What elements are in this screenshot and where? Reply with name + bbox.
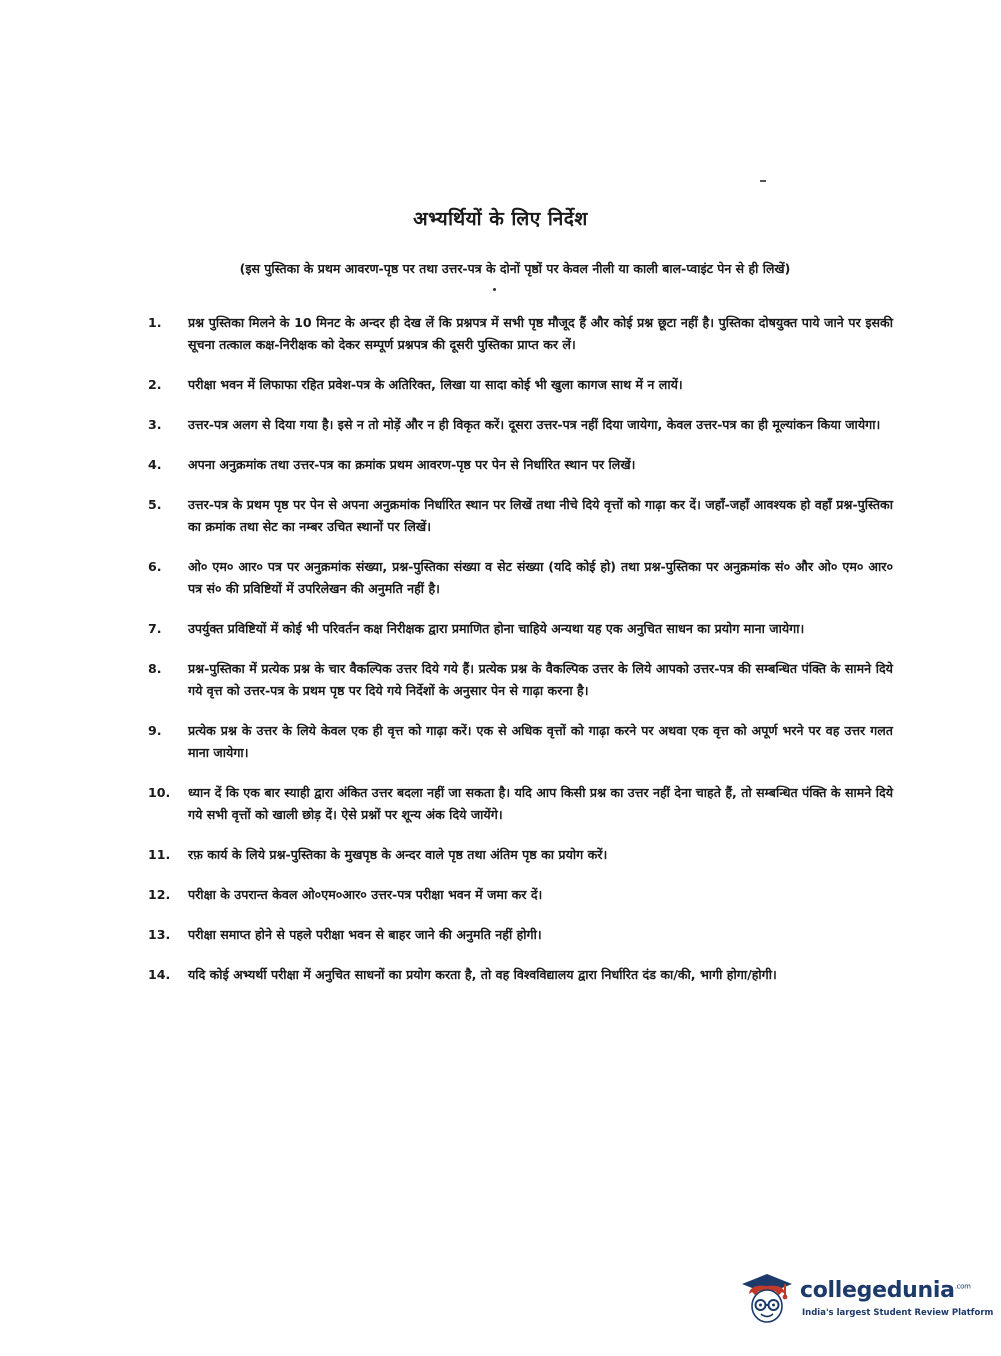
- instruction-item: [148, 924, 893, 946]
- instruction-text: प्रत्येक प्रश्न के उत्तर के लिये केवल एक ही वृत्त को गाढ़ा करें। एक से अधिक वृत्तों को गाढ़ा करने पर अथवा एक वृत्त को अपूर्ण भरने पर वह उत्तर गलत माना जायेगा।: [188, 723, 893, 760]
- instruction-number: 7.: [148, 621, 162, 636]
- instruction-number: 1.: [148, 315, 162, 330]
- instruction-number: 12.: [148, 887, 171, 902]
- page-title: अभ्यर्थियों के लिए निर्देश: [413, 208, 588, 230]
- instruction-item: [148, 414, 893, 436]
- instruction-text: यदि कोई अभ्यर्थी परीक्षा में अनुचित साधनों का प्रयोग करता है, तो वह विश्वविद्यालय द्वारा निर्धारित दंड का/की, भागी होगा/होगी।: [188, 967, 777, 982]
- instruction-item: [148, 618, 893, 640]
- instruction-number: 4.: [148, 457, 162, 472]
- instruction-number: 13.: [148, 927, 171, 942]
- instruction-number: 6.: [148, 559, 162, 574]
- instruction-list: [148, 312, 893, 1004]
- instruction-text: परीक्षा के उपरान्त केवल ओ०एम०आर० उत्तर-पत्र परीक्षा भवन में जमा कर दें।: [188, 887, 543, 902]
- instruction-text: रफ़ कार्य के लिये प्रश्न-पुस्तिका के मुखपृष्ठ के अन्दर वाले पृष्ठ तथा अंतिम पृष्ठ का प्रयोग करें।: [188, 847, 608, 862]
- logo-tld: .com: [954, 1282, 971, 1291]
- instruction-number: 2.: [148, 377, 162, 392]
- instruction-item: [148, 658, 893, 702]
- instruction-number: 5.: [148, 497, 162, 512]
- instruction-text: परीक्षा भवन में लिफाफा रहित प्रवेश-पत्र के अतिरिक्त, लिखा या सादा कोई भी खुला कागज साथ में न लायें।: [188, 377, 683, 392]
- instruction-item: [148, 454, 893, 476]
- logo-tagline: India's largest Student Review Platform: [802, 1308, 994, 1318]
- instruction-item: [148, 312, 893, 356]
- scan-mark: [760, 180, 766, 182]
- instruction-number: 3.: [148, 417, 162, 432]
- collegedunia-logo[interactable]: [740, 1268, 994, 1338]
- page-subtitle: (इस पुस्तिका के प्रथम आवरण-पृष्ठ पर तथा उत्तर-पत्र के दोनों पृष्ठों पर केवल नीली या काली बाल-प्वाइंट पेन से ही लिखें): [239, 261, 791, 276]
- instruction-text: उत्तर-पत्र के प्रथम पृष्ठ पर पेन से अपना अनुक्रमांक निर्धारित स्थान पर लिखें तथा नीचे दिये वृत्तों को गाढ़ा कर दें। जहाँ-जहाँ आवश्यक हो वहाँ प्रश्न-पुस्तिका का क्रमांक तथा सेट का नम्बर उचित स्थानों पर लिखें।: [188, 497, 893, 534]
- instruction-text: अपना अनुक्रमांक तथा उत्तर-पत्र का क्रमांक प्रथम आवरण-पृष्ठ पर पेन से निर्धारित स्थान पर लिखें।: [188, 457, 636, 472]
- student-mascot-icon: [740, 1272, 794, 1326]
- instruction-item: [148, 494, 893, 538]
- instruction-number: 8.: [148, 661, 162, 676]
- instruction-text: परीक्षा समाप्त होने से पहले परीक्षा भवन से बाहर जाने की अनुमति नहीं होगी।: [188, 927, 542, 942]
- instruction-number: 9.: [148, 723, 162, 738]
- instruction-item: [148, 884, 893, 906]
- instruction-item: [148, 556, 893, 600]
- instruction-item: [148, 720, 893, 764]
- scan-dot: [493, 288, 496, 291]
- instruction-item: [148, 782, 893, 826]
- logo-name-text: collegedunia: [800, 1278, 955, 1303]
- instruction-text: उत्तर-पत्र अलग से दिया गया है। इसे न तो मोड़ें और न ही विकृत करें। दूसरा उत्तर-पत्र नहीं दिया जायेगा, केवल उत्तर-पत्र का ही मूल्यांकन किया जायेगा।: [188, 417, 881, 432]
- instruction-text: प्रश्न पुस्तिका मिलने के 10 मिनट के अन्दर ही देख लें कि प्रश्नपत्र में सभी पृष्ठ मौजूद हैं और कोई प्रश्न छूटा नहीं है। पुस्तिका दोषयुक्त पाये जाने पर इसकी सूचना तत्काल कक्ष-निरीक्षक को देकर सम्पूर्ण प्रश्नपत्र की दूसरी पुस्तिका प्राप्त कर लें।: [188, 315, 893, 352]
- instruction-number: 11.: [148, 847, 171, 862]
- instruction-number: 10.: [148, 785, 171, 800]
- instruction-text: प्रश्न-पुस्तिका में प्रत्येक प्रश्न के चार वैकल्पिक उत्तर दिये गये हैं। प्रत्येक प्रश्न के वैकल्पिक उत्तर के लिये आपको उत्तर-पत्र की सम्बन्धित पंक्ति के सामने दिये गये वृत्त को उत्तर-पत्र के प्रथम पृष्ठ पर दिये गये निर्देशों के अनुसार पेन से गाढ़ा करना है।: [188, 661, 893, 698]
- instruction-text: उपर्युक्त प्रविष्टियों में कोई भी परिवर्तन कक्ष निरीक्षक द्वारा प्रमाणित होना चाहिये अन्यथा यह एक अनुचित साधन का प्रयोग माना जायेगा।: [188, 621, 805, 636]
- instruction-text: ओ० एम० आर० पत्र पर अनुक्रमांक संख्या, प्रश्न-पुस्तिका संख्या व सेट संख्या (यदि कोई हो) तथा प्रश्न-पुस्तिका पर अनुक्रमांक सं० और ओ० एम० आर० पत्र सं० की प्रविष्टियों में उपरिलेखन की अनुमति नहीं है।: [188, 559, 893, 596]
- instruction-item: [148, 374, 893, 396]
- instruction-text: ध्यान दें कि एक बार स्याही द्वारा अंकित उत्तर बदला नहीं जा सकता है। यदि आप किसी प्रश्न का उत्तर नहीं देना चाहते हैं, तो सम्बन्धित पंक्ति के सामने दिये गये सभी वृत्तों को खाली छोड़ दें। ऐसे प्रश्नों पर शून्य अंक दिये जायेंगे।: [188, 785, 893, 822]
- logo-wordmark: [800, 1278, 971, 1303]
- instruction-item: [148, 964, 893, 986]
- instruction-item: [148, 844, 893, 866]
- instruction-number: 14.: [148, 967, 171, 982]
